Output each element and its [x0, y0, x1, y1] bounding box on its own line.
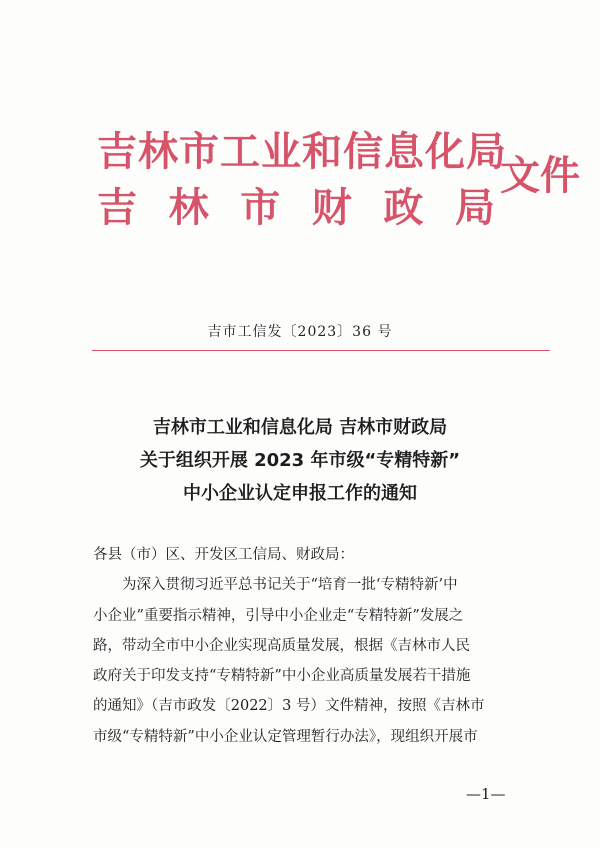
document-type-label: 文件: [500, 152, 580, 199]
salutation: 各县（市）区、开发区工信局、财政局：: [93, 547, 354, 563]
issuer-char: 局: [454, 184, 495, 231]
title-line-3: 中小企业认定申报工作的通知: [183, 483, 417, 504]
issuer-char: 吉: [97, 184, 137, 231]
issuer-name-line1: 吉林市工业和信息化局: [97, 128, 507, 175]
issuer-char: 市: [240, 184, 281, 231]
red-divider-line: [92, 350, 550, 351]
document-number: 吉市工信发〔2023〕36 号: [207, 324, 393, 340]
issuer-char: 财: [311, 184, 352, 231]
paragraph-line: 为深入贯彻习近平总书记关于“培育一批‘专精特新’中: [122, 577, 458, 594]
title-line-2: 关于组织开展 2023 年市级“专精特新”: [139, 450, 461, 471]
paragraph-line: 路，带动全市中小企业实现高质量发展，根据《吉林市人民: [93, 637, 470, 654]
issuer-char: 林: [168, 184, 209, 231]
document-title: [0, 411, 600, 510]
issuer-name-line2: [97, 184, 495, 232]
paragraph-line: 的通知》（吉市政发〔2022〕3 号）文件精神，按照《吉林市: [93, 698, 485, 715]
paragraph-line: 小企业”重要指示精神，引导中小企业走“专精特新”发展之: [93, 607, 464, 624]
page-number: —1—: [466, 785, 506, 803]
paragraph-line: 政府关于印发支持“专精特新”中小企业高质量发展若干措施: [93, 668, 471, 685]
document-body: [93, 540, 513, 752]
issuer-char: 政: [383, 184, 424, 231]
title-line-1: 吉林市工业和信息化局 吉林市财政局: [152, 417, 448, 438]
paragraph-line: 市级“专精特新”中小企业认定管理暂行办法》，现组织开展市: [93, 728, 478, 745]
